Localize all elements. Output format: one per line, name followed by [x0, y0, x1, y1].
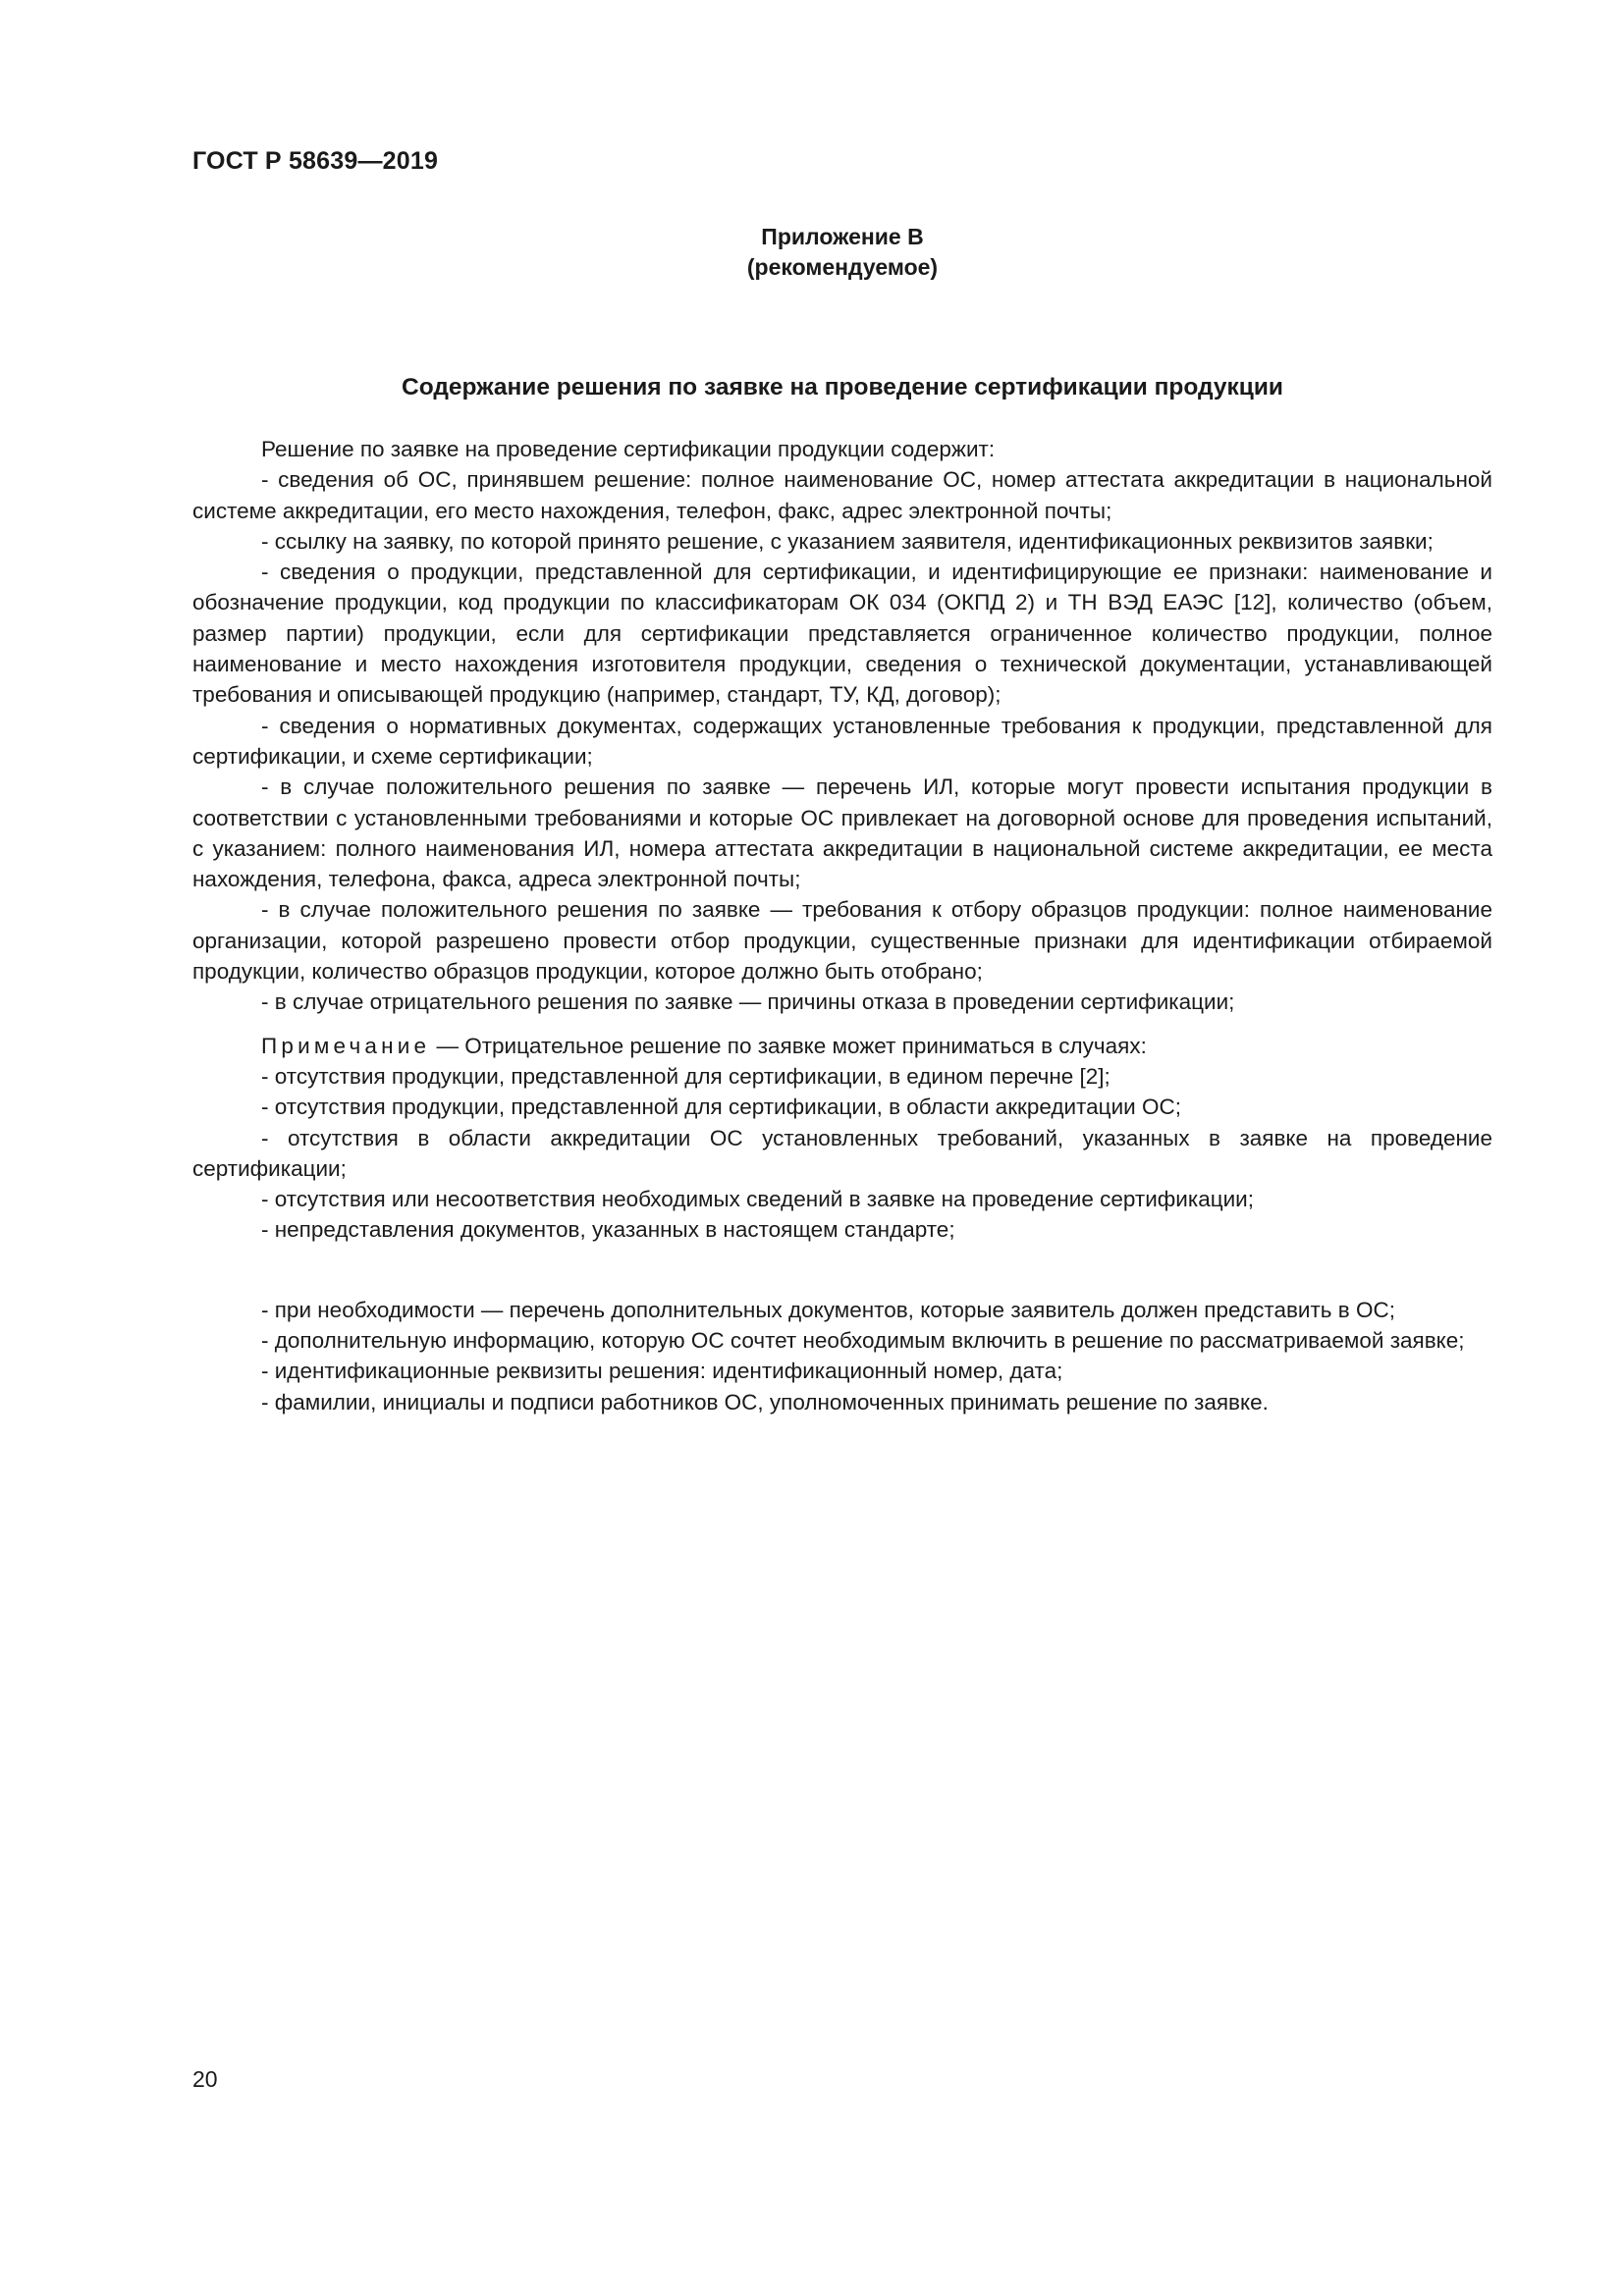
appendix-heading [192, 222, 1492, 283]
list-item: - идентификационные реквизиты решения: идентификационный номер, дата; [261, 1359, 1063, 1384]
list-item: - при необходимости — перечень дополнительных документов, которые заявитель должен представить в ОС; [261, 1297, 1395, 1322]
list-item: - сведения об ОС, принявшем решение: полное наименование ОС, номер аттестата аккредитации в национальной системе аккредитации, его место нахождения, телефон, факс, адрес электронной почты; [192, 467, 1492, 523]
note-label: Примечание [261, 1033, 431, 1058]
body-paragraph: Решение по заявке на проведение сертификации продукции содержит: [261, 437, 996, 461]
list-item: - в случае положительного решения по заявке — требования к отбору образцов продукции: полное наименование организации, которой разрешено провести отбор продукции, существенные признаки для идентификации отбираемой продукции, количество образцов продукции, которое должно быть отобрано; [192, 897, 1492, 985]
page-number: 20 [192, 2066, 218, 2092]
list-item: - сведения о продукции, представленной для сертификации, и идентифицирующие ее признаки: наименование и обозначение продукции, код продукции по классификаторам ОК 034 (ОКПД 2) и ТН ВЭД ЕАЭС [12], количество (объем, размер партии) продукции, если для сертификации представляется ограниченное количество продукции, полное наименование и место нахождения изготовителя продукции, сведения о технической документации, устанавливающей требования и описывающей продукцию (например, стандарт, ТУ, КД, договор); [192, 560, 1492, 708]
note-intro-text: — Отрицательное решение по заявке может приниматься в случаях: [430, 1033, 1147, 1058]
note-item: - отсутствия в области аккредитации ОС установленных требований, указанных в заявке на проведение сертификации; [192, 1125, 1492, 1181]
list-item: - сведения о нормативных документах, содержащих установленные требования к продукции, представленной для сертификации, и схеме сертификации; [192, 713, 1492, 769]
note-item: - непредставления документов, указанных в настоящем стандарте; [261, 1217, 955, 1243]
note-item: - отсутствия продукции, представленной для сертификации, в области аккредитации ОС; [261, 1095, 1181, 1120]
note-intro [192, 1031, 1492, 1061]
note-item: - отсутствия или несоответствия необходимых сведений в заявке на проведение сертификации; [261, 1187, 1254, 1212]
document-body [192, 434, 1492, 1417]
spacer [192, 1246, 1492, 1295]
appendix-status: (рекомендуемое) [746, 254, 939, 280]
list-item: - в случае отрицательного решения по заявке — причины отказа в проведении сертификации; [261, 989, 1235, 1015]
list-item: - фамилии, инициалы и подписи работников ОС, уполномоченных принимать решение по заявке. [261, 1389, 1269, 1415]
document-code: ГОСТ Р 58639—2019 [192, 147, 439, 175]
note-item: - отсутствия продукции, представленной для сертификации, в едином перечне [2]; [261, 1063, 1110, 1089]
list-item: - ссылку на заявку, по которой принято решение, с указанием заявителя, идентификационных реквизитов заявки; [261, 528, 1434, 554]
list-item: - дополнительную информацию, которую ОС сочтет необходимым включить в решение по рассматриваемой заявке; [261, 1328, 1465, 1354]
list-item: - в случае положительного решения по заявке — перечень ИЛ, которые могут провести испытания продукции в соответствии с установленными требованиями и которые ОС привлекает на договорной основе для проведения испытаний, с указанием: полного наименования ИЛ, номера аттестата аккредитации в национальной системе аккредитации, ее места нахождения, телефона, факса, адреса электронной почты; [192, 774, 1492, 892]
section-title: Содержание решения по заявке на проведение сертификации продукции [402, 374, 1283, 400]
note-block [192, 1031, 1492, 1246]
appendix-label: Приложение В [761, 224, 924, 249]
